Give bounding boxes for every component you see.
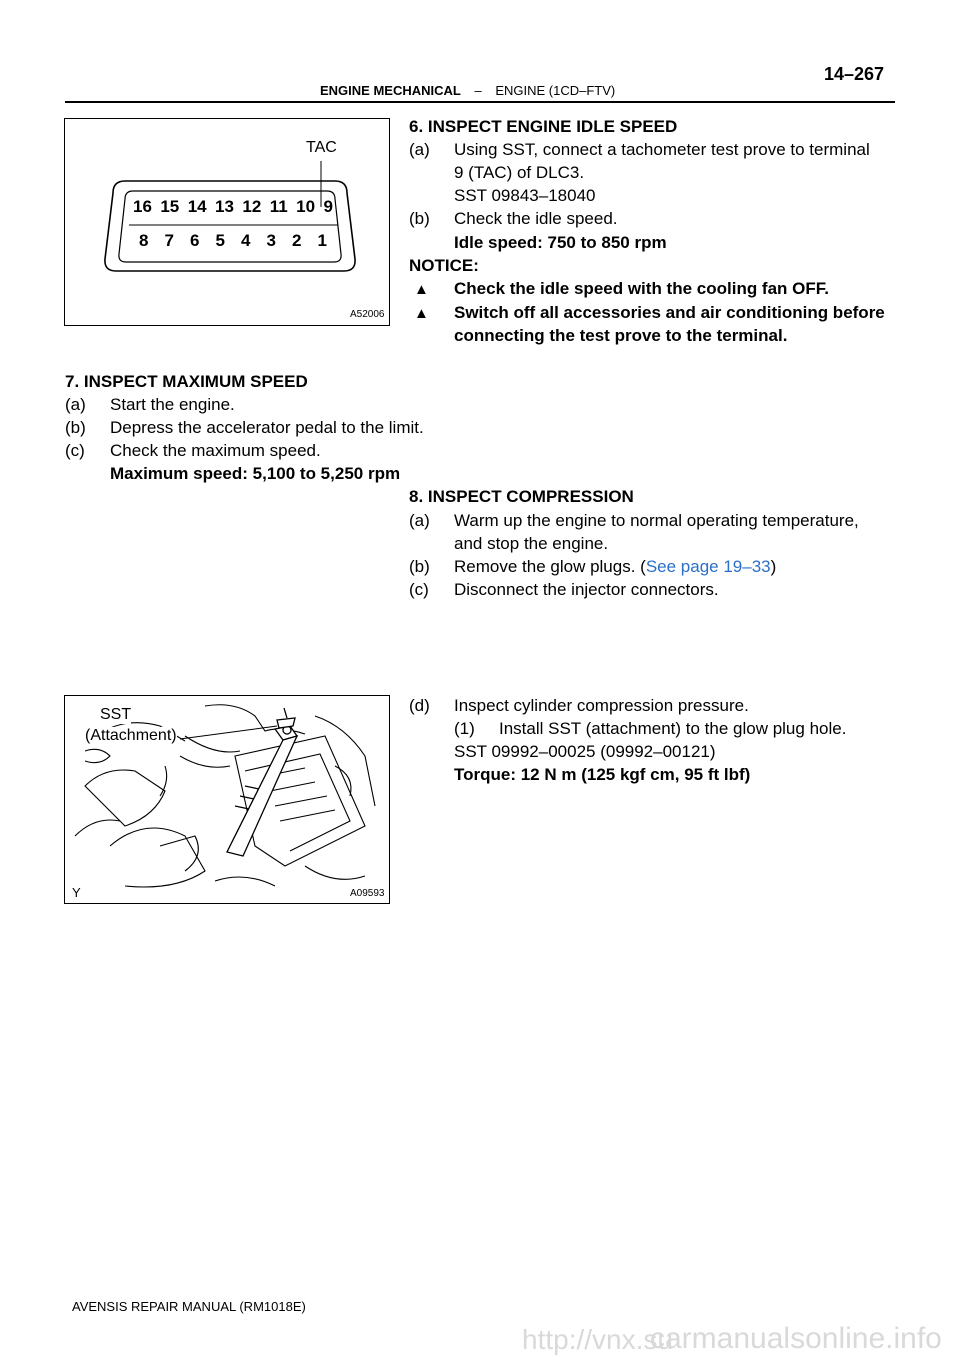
- step6b-label: (b): [409, 209, 430, 228]
- step7a-text: Start the engine.: [110, 395, 235, 414]
- step6b-text: Check the idle speed.: [454, 209, 618, 228]
- pin-13: 13: [215, 197, 234, 216]
- pin-10: 10: [296, 197, 316, 216]
- pin-11: 11: [269, 197, 288, 216]
- header-subsection: ENGINE (1CD–FTV): [495, 83, 616, 98]
- step7b-text: Depress the accelerator pedal to the limit.: [110, 418, 424, 437]
- step8b-text-post: ): [770, 557, 777, 576]
- pin-7: 7: [164, 231, 174, 250]
- step8-heading: 8. INSPECT COMPRESSION: [409, 487, 634, 506]
- see-page-link[interactable]: See page 19–33: [645, 557, 771, 576]
- pin-15: 15: [160, 197, 180, 216]
- notice-item-1: Check the idle speed with the cooling fan OFF.: [454, 279, 829, 298]
- step8a-text-2: and stop the engine.: [454, 534, 609, 553]
- page-number: 14–267: [824, 64, 885, 84]
- pins-top-row: [133, 197, 333, 217]
- notice-bullet-icon: ▲: [414, 281, 429, 298]
- header-section: ENGINE MECHANICAL: [320, 83, 461, 98]
- step8b-text: [454, 557, 776, 577]
- step6a-text: Using SST, connect a tachometer test prove to terminal: [454, 140, 870, 159]
- notice-item-2: Switch off all accessories and air conditioning before: [454, 303, 885, 322]
- max-speed-spec: Maximum speed: 5,100 to 5,250 rpm: [110, 464, 401, 483]
- torque-spec: Torque: 12 N m (125 kgf cm, 95 ft lbf): [454, 765, 751, 784]
- notice-item-2-cont: connecting the test prove to the terminal.: [454, 326, 788, 345]
- idle-speed-spec: Idle speed: 750 to 850 rpm: [454, 233, 667, 252]
- header-rule: [65, 101, 895, 103]
- pin-6: 6: [190, 231, 200, 250]
- pin-12: 12: [242, 197, 262, 216]
- step8c-text: Disconnect the injector connectors.: [454, 580, 719, 599]
- tac-label: TAC: [306, 139, 337, 156]
- pin-1: 1: [317, 231, 327, 250]
- step8d1-label: (1): [454, 719, 475, 738]
- header-dash: –: [474, 83, 482, 98]
- pin-4: 4: [241, 231, 251, 250]
- step8a-text: Warm up the engine to normal operating temperature,: [454, 511, 859, 530]
- pin-2: 2: [292, 231, 302, 250]
- step7c-label: (c): [65, 441, 85, 460]
- notice-heading: NOTICE:: [409, 256, 479, 275]
- figure-dlc3: [64, 118, 390, 326]
- notice-bullet-icon: ▲: [414, 305, 429, 322]
- footer-manual: AVENSIS REPAIR MANUAL (RM1018E): [72, 1299, 306, 1314]
- step7c-text: Check the maximum speed.: [110, 441, 321, 460]
- step8d-text: Inspect cylinder compression pressure.: [454, 696, 749, 715]
- running-header: [320, 83, 615, 98]
- dlc3-connector-diagram: [65, 119, 388, 324]
- figure-sst-attachment: [64, 695, 390, 904]
- pin-5: 5: [215, 231, 225, 250]
- step6a-sst: SST 09843–18040: [454, 186, 596, 205]
- step8d1-sst: SST 09992–00025 (09992–00121): [454, 742, 716, 761]
- step8d1-text: Install SST (attachment) to the glow plug hole.: [499, 719, 847, 738]
- step7b-label: (b): [65, 418, 86, 437]
- step7-heading: 7. INSPECT MAXIMUM SPEED: [65, 372, 308, 391]
- step6a-text-2: 9 (TAC) of DLC3.: [454, 163, 585, 182]
- step8b-label: (b): [409, 557, 430, 576]
- step6-heading: 6. INSPECT ENGINE IDLE SPEED: [409, 117, 678, 136]
- pins-bottom-row: [139, 231, 327, 251]
- step8a-label: (a): [409, 511, 430, 530]
- watermark-left[interactable]: http://vnx.su: [522, 1324, 673, 1355]
- step6a-label: (a): [409, 140, 430, 159]
- step8c-label: (c): [409, 580, 429, 599]
- pin-14: 14: [187, 197, 207, 216]
- pin-3: 3: [266, 231, 276, 250]
- sst-label: SST: [100, 706, 132, 723]
- pin-16: 16: [133, 197, 152, 216]
- step8d-label: (d): [409, 696, 430, 715]
- figure-code: A09593: [350, 888, 385, 899]
- corner-mark: Y: [72, 885, 81, 900]
- pin-8: 8: [139, 231, 149, 250]
- figure-code: A52006: [350, 309, 385, 320]
- watermark-right[interactable]: carmanualsonline.info: [650, 1322, 942, 1355]
- step8b-text-pre: Remove the glow plugs. (: [454, 557, 646, 576]
- step7a-label: (a): [65, 395, 86, 414]
- attachment-label: (Attachment): [85, 727, 177, 744]
- pin-9: 9: [323, 197, 333, 216]
